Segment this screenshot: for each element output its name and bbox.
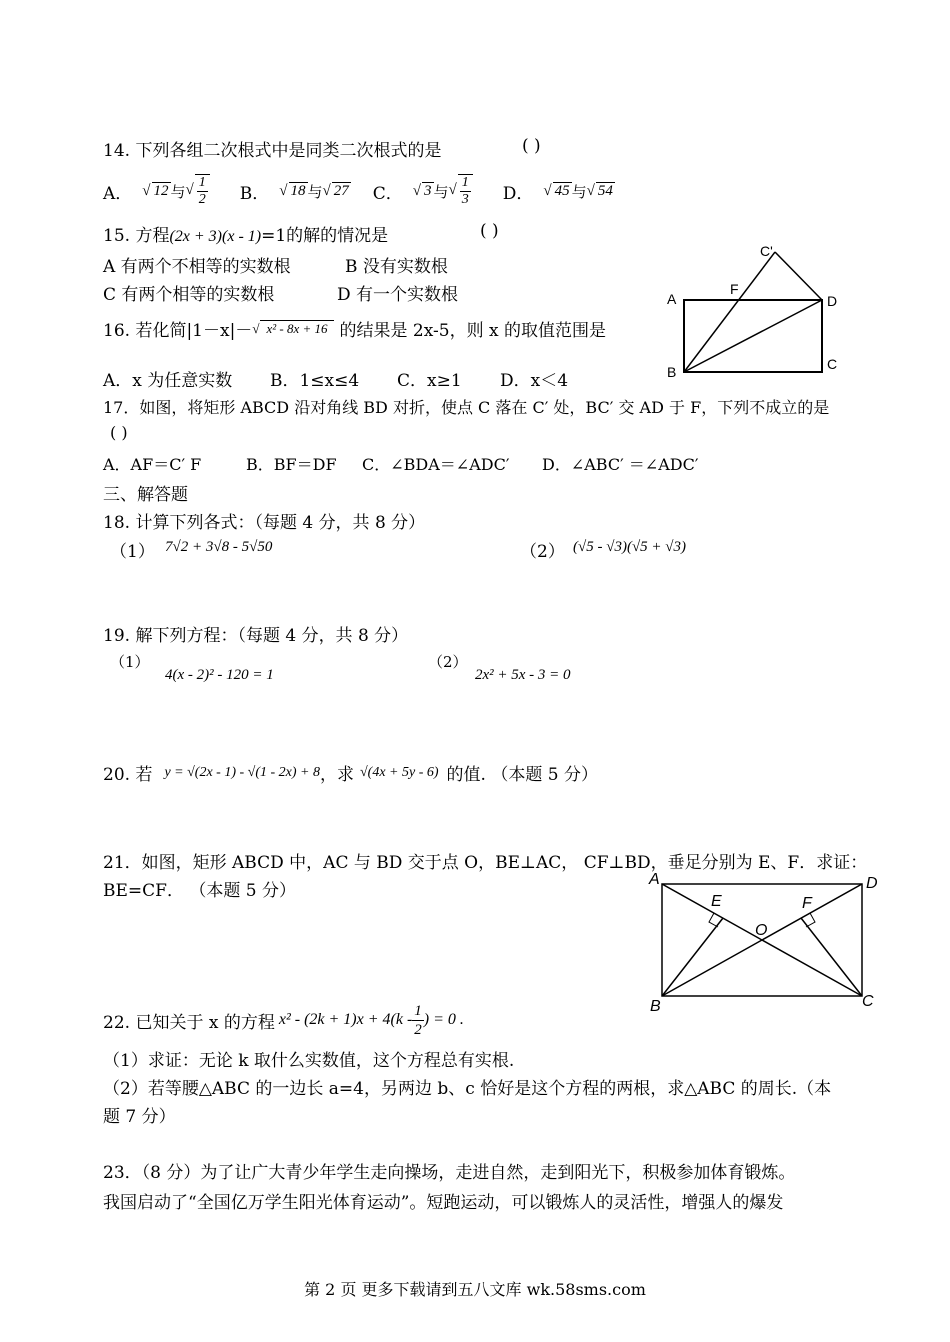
q14-d-rad1: 45 [554,183,570,199]
segment-bc-prime [684,252,775,372]
q15-opt-c: C 有两个相等的实数根 [103,285,275,305]
q22-expr-b: ) = 0 . [423,1011,464,1028]
q14-options [103,166,615,216]
q16-opt-b: B．1≤x≤4 [270,371,360,391]
fig2-label-o: O [755,922,768,939]
q22-fraction: $\frac{1}{2}$ [414,1002,422,1038]
q17-blank: ( ) [110,423,128,442]
q14-d-rad2: 54 [597,183,613,199]
q14-c-frac: √ $\frac{1}{3}$ [458,174,473,208]
fig2-label-a: A [649,871,660,888]
fig1-label-b: B [667,364,677,380]
fig1-label-c: C [827,356,838,372]
q18-stem: 18. 计算下列各式：（每题 4 分，共 8 分） [103,513,426,533]
q22-p1: （1）求证：无论 k 取什么实数值，这个方程总有实根. [103,1051,515,1071]
q14-stem: 14. 下列各组二次根式中是同类二次根式的是 [103,141,442,161]
section-title: 三、解答题 [103,485,188,505]
fig2-label-f: F [802,895,812,912]
q19-p2-label: （2） [428,653,468,671]
q21-line2: BE=CF． （本题 5 分） [103,881,296,901]
fig1-label-d: D [827,293,838,309]
q14-c-rad1: 3 [424,183,432,199]
q19-p1-label: （1） [110,653,150,671]
q18-p2-label: （2） [520,542,565,562]
q16-opt-c: C．x≥1 [397,371,462,391]
fig1-label-f: F [730,281,739,297]
segment-be [662,918,723,996]
q20-expr2: √(4x + 5y - 6) [360,764,439,780]
q19-p1-expr: 4(x - 2)² - 120 = 1 [165,667,274,683]
q17-opt-a: A．AF＝C′ F [103,455,202,474]
page-footer: 第 2 页 更多下载请到五八文库 wk.58sms.com [304,1280,646,1299]
q20: 20. 若 y = √(2x - 1) - √(1 - 2x) + 8 ，求 √(4x + 5y - 6) 的值. （本题 5 分） [103,764,598,785]
q21-line1: 21．如图，矩形 ABCD 中，AC 与 BD 交于点 O，BE⊥AC， CF⊥BD，垂足分别为 E、F．求证： [103,853,868,873]
q22-stem: 22. 已知关于 x 的方程 x² - (2k + 1)x + 4(k - $\frac{1}{2}$ ) = 0 . [103,1002,464,1038]
q18-p1-expr: 7√2 + 3√8 - 5√50 [165,539,273,555]
q22-p2-line2: 题 7 分） [103,1107,176,1127]
q16-opt-d: D．x＜4 [500,371,569,391]
rectangle-diagonals-figure [640,866,885,1016]
fig2-label-c: C [862,993,874,1010]
q14-a-rad1: 12 [153,183,169,199]
fig2-label-b: B [650,998,661,1015]
q23-line2: 我国启动了“全国亿万学生阳光体育运动”。短跑运动，可以锻炼人的灵活性，增强人的爆发 [103,1193,784,1213]
q18-p1-label: （1） [110,542,155,562]
q15-opt-d: D 有一个实数根 [337,285,459,305]
q16-stem: 16. 若化简|1－x|－ √ x² - 8x + 16 的结果是 2x-5，则 x 的取值范围是 [103,310,606,346]
q14-d-label: D． [502,183,534,204]
q19-p2-expr: 2x² + 5x - 3 = 0 [475,667,571,683]
q15-stem: 15. 方程(2x + 3)(x - 1)=1的解的情况是 [103,226,389,246]
q22-expr-a: x² - (2k + 1)x + 4(k - [278,1011,413,1028]
q17-opt-d: D．∠ABC′ ＝∠ADC′ [542,455,699,474]
q16-opt-a: A．x 为任意实数 [103,371,233,391]
q17-opt-b: B．BF＝DF [246,455,337,474]
fig1-label-a: A [667,291,677,307]
fig2-label-d: D [866,875,878,892]
q14-c-yu: 与 [433,182,449,201]
q18-p2-expr: (√5 - √3)(√5 + √3) [573,539,687,555]
segment-c-prime-d [775,252,822,300]
q14-b-label: B． [239,183,270,204]
diagonal-bd [684,300,822,372]
folded-rectangle-figure [655,238,855,383]
q15-equation: (2x + 3)(x - 1) [169,228,262,245]
q14-b-rad1: 18 [290,183,306,199]
q15-opt-b: B 没有实数根 [345,257,448,277]
fig2-label-e: E [711,893,722,910]
q14-a-yu: 与 [170,182,186,201]
q20-expr: y = √(2x - 1) - √(1 - 2x) + 8 [164,764,320,780]
q14-b-yu: 与 [307,182,323,201]
q14-a-label: A． [103,183,133,204]
q19-stem: 19. 解下列方程：（每题 4 分，共 8 分） [103,626,409,646]
q15-blank: ( ) [480,221,499,241]
segment-cf [801,918,862,996]
fig1-label-c-prime: C' [760,243,773,259]
q17-stem: 17．如图，将矩形 ABCD 沿对角线 BD 对折，使点 C 落在 C′ 处，BC′ 交 AD 于 F，下列不成立的是 [103,398,830,417]
q16-radicand: x² - 8x + 16 [260,320,333,337]
q14-d-yu: 与 [571,182,587,201]
q17-opt-c: C．∠BDA＝∠ADC′ [362,455,510,474]
q22-p2-line1: （2）若等腰△ABC 的一边长 a=4，另两边 b、c 恰好是这个方程的两根，求△ABC 的周长.（本 [103,1079,832,1099]
q14-b-rad2: 27 [333,183,349,199]
q15-opt-a: A 有两个不相等的实数根 [103,257,291,277]
q14-blank: ( ) [522,136,541,156]
q14-a-frac: √ $\frac{1}{2}$ [195,174,210,208]
q23-line1: 23．（8 分）为了让广大青少年学生走向操场，走进自然，走到阳光下，积极参加体育锻炼。 [103,1163,796,1183]
q14-c-label: C． [372,183,403,204]
